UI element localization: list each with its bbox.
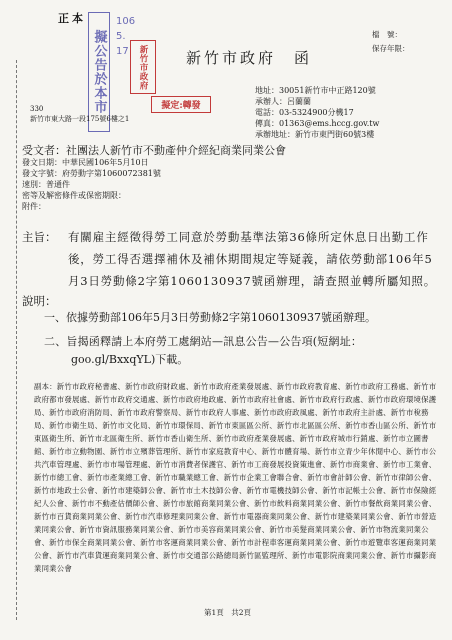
file-no-label: 檔 號： [372, 30, 402, 39]
issue-date: 發文日期：中華民國106年5月10日 [22, 158, 149, 167]
proposal-stamp [151, 96, 211, 113]
attachment: 附件： [22, 202, 46, 211]
recipient-address: 新竹市東大路一段175號6樓之1 [30, 115, 130, 123]
vertical-stamp-text: 擬公告於本市 [91, 30, 107, 114]
agency-title: 新竹市政府 函 [186, 49, 313, 67]
explanation-item-2a: 二、旨揭函釋請上本府勞工處網站—訊息公告—公告項(短網址： [44, 335, 363, 348]
handwritten-date-note: 106 5. 17 [116, 16, 136, 57]
secrecy: 密等及解密條件或保密期限： [22, 191, 126, 200]
contact-fax: 承辦地址：新竹市東門街60號3樓 [255, 130, 375, 139]
agency-red-seal [130, 40, 156, 94]
addressee: 受文者：社團法人新竹市不動產仲介經紀商業同業公會 [22, 144, 286, 157]
explanation-item-2b: goo.gl/BxxqYL)下載。 [71, 353, 189, 366]
contact-person: 承辦人：呂蘭蘭 [255, 97, 311, 106]
cc-list: 副本：新竹市政府秘書處、新竹市政府財政處、新竹市政府產業發展處、新竹市政府教育處、新竹市政府工務處、新竹市政府都市發展處、新竹市政府交通處、新竹市政府地政處、新竹市政府社會處、新竹市政府行政處、新竹市政府環境保護局、新竹市政府消防局、新竹市政府警察局、新竹市政府人事處、新竹市政府政風處、新竹市政府主計處、新竹市稅務局、新竹市衛生局、新竹市文化局、新竹市環保局、新竹市東區區公所、新竹市北區區公所、新竹市香山區公所、新竹市東區衛生所、新竹市北區衛生所、新竹市香山衛生所、新竹市政府產業發展處、新竹市政府城市行銷處、新竹市立圖書館、新竹市立動物園、新竹市立殯葬管理所、新竹市家庭教育中心、新竹市體育場、新竹市立青少年休閒中心、新竹市公共汽車管理處、新竹市市場管理處、新竹市消費者保護官、新竹市工商發展投資策進會、新竹市商業會、新竹市工業會、新竹市總工會、新竹市產業總工會、新竹市職業總工會、新竹市企業工會聯合會、新竹市會計師公會、新竹市律師公會、新竹市地政士公會、新竹市建築師公會、新竹市土木技師公會、新竹市電機技師公會、新竹市記帳士公會、新竹市保險經紀人公會、新竹市不動產估價師公會、新竹市旅館商業同業公會、新竹市飲料商業同業公會、新竹市餐飲商業同業公會、新竹市百貨商業同業公會、新竹市汽車修理業同業公會、新竹市電器商業同業公會、新竹市建築業同業公會、新竹市營造業同業公會、新竹市資訊服務業同業公會、新竹市美容商業同業公會、新竹市美髮商業同業公會、新竹市物流業同業公會、新竹市保全商業同業公會、新竹市客運商業同業公會、新竹市計程車客運商業同業公會、新竹市遊覽車客運商業同業公會、新竹市汽車貨運商業同業公會、新竹市交通部公路總局新竹區監理所、新竹市電影院商業同業公會、新竹市攝影商業同業公會 [34, 382, 437, 573]
contact-email: 傳真：01363@ems.hccg.gov.tw [255, 119, 380, 128]
explanation-item-1: 一、依據勞動部106年5月3日勞動條2字第1060130937號函辦理。 [44, 311, 376, 324]
copy-type: 正本 [58, 12, 86, 25]
proposal-stamp-text: 擬定:轉發 [161, 101, 201, 111]
doc-number: 發文字號：府勞動字第1060072381號 [22, 169, 161, 178]
subject-label: 主旨： [22, 230, 57, 244]
seal-text: 新竹市政府 [138, 44, 148, 90]
explanation-label: 說明： [22, 294, 57, 308]
recipient-zip: 330 [30, 105, 44, 113]
office-address: 地址：30051新竹市中正路120號 [255, 86, 376, 95]
subject-text: 有關雇主經徵得勞工同意於勞動基準法第36條所定休息日出勤工作後，勞工得否選擇補休及補休期間規定等疑義，請依勞動部106年5月3日勞動條2字第1060130937號函辦理，請查照並轉所屬知照。 [68, 230, 436, 288]
fold-line [16, 60, 17, 620]
page-number: 第1頁 共2頁 [204, 608, 252, 617]
speed: 速別：普通件 [22, 180, 70, 189]
contact-phone: 電話：03-5324900分機17 [255, 108, 354, 117]
retention-label: 保存年限： [372, 44, 410, 53]
